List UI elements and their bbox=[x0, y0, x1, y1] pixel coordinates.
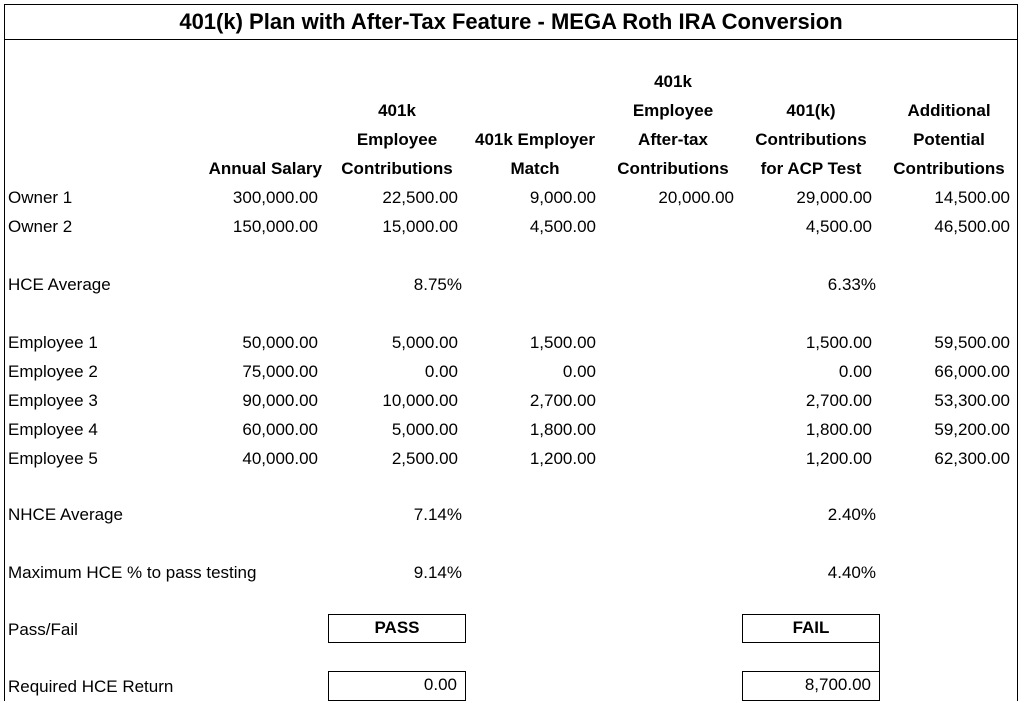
table-cell: 1,500.00 bbox=[805, 333, 872, 352]
table-cell: 40,000.00 bbox=[242, 449, 318, 468]
table-row bbox=[0, 415, 1024, 444]
table-cell: 10,000.00 bbox=[382, 391, 458, 410]
column-header-acp-test bbox=[742, 96, 880, 183]
table-cell: 15,000.00 bbox=[382, 217, 458, 236]
table-row bbox=[0, 386, 1024, 415]
table-cell bbox=[604, 386, 734, 415]
table-cell: 62,300.00 bbox=[934, 449, 1010, 468]
header-line: After-tax bbox=[638, 130, 708, 149]
nhce-acp-pct: 2.40% bbox=[827, 505, 876, 524]
row-label: Owner 1 bbox=[8, 188, 73, 207]
table-row bbox=[0, 328, 1024, 357]
header-line: 401k Employer bbox=[474, 130, 595, 149]
row-label: Employee 3 bbox=[8, 391, 98, 410]
header-line: 401(k) bbox=[786, 101, 836, 120]
row-label: Employee 5 bbox=[8, 449, 98, 468]
table-cell: 46,500.00 bbox=[934, 217, 1010, 236]
row-label: Owner 2 bbox=[8, 217, 73, 236]
column-header-employer-match bbox=[466, 125, 604, 183]
table-row bbox=[0, 212, 1024, 241]
table-cell: 90,000.00 bbox=[242, 391, 318, 410]
table-cell: 1,800.00 bbox=[529, 420, 596, 439]
header-line: Employee bbox=[356, 130, 438, 149]
table-cell: 5,000.00 bbox=[391, 420, 458, 439]
table-cell: 20,000.00 bbox=[658, 188, 734, 207]
employee-required-return-box: 0.00 bbox=[328, 671, 466, 701]
max-hce-acp-pct: 4.40% bbox=[827, 563, 876, 582]
header-line: Contributions bbox=[755, 130, 867, 149]
column-header-after-tax-contributions bbox=[604, 67, 742, 183]
row-label: Employee 2 bbox=[8, 362, 98, 381]
table-cell: 53,300.00 bbox=[934, 391, 1010, 410]
table-cell: 4,500.00 bbox=[529, 217, 596, 236]
table-cell: 50,000.00 bbox=[242, 333, 318, 352]
table-cell: 4,500.00 bbox=[805, 217, 872, 236]
row-label: Maximum HCE % to pass testing bbox=[8, 563, 257, 582]
table-cell: 150,000.00 bbox=[232, 217, 318, 236]
header-line: Contributions bbox=[617, 159, 729, 178]
row-label: HCE Average bbox=[8, 275, 111, 294]
table-cell: 2,500.00 bbox=[391, 449, 458, 468]
header-line: Match bbox=[510, 159, 560, 178]
header-line: 401k bbox=[654, 72, 692, 91]
table-cell bbox=[604, 357, 734, 386]
table-cell: 29,000.00 bbox=[796, 188, 872, 207]
nhce-average-row bbox=[0, 500, 1024, 529]
table-cell: 300,000.00 bbox=[232, 188, 318, 207]
nhce-employee-pct: 7.14% bbox=[413, 505, 462, 524]
table-row bbox=[0, 357, 1024, 386]
header-line: Employee bbox=[632, 101, 714, 120]
header-line: 401k bbox=[378, 101, 416, 120]
table-cell: 59,200.00 bbox=[934, 420, 1010, 439]
column-header-annual-salary bbox=[195, 154, 322, 183]
header-line: for ACP Test bbox=[760, 159, 862, 178]
table-cell: 66,000.00 bbox=[934, 362, 1010, 381]
table-cell: 14,500.00 bbox=[934, 188, 1010, 207]
table-cell: 59,500.00 bbox=[934, 333, 1010, 352]
row-label: Employee 4 bbox=[8, 420, 98, 439]
cell-border bbox=[879, 643, 880, 671]
table-cell: 1,200.00 bbox=[529, 449, 596, 468]
row-label: NHCE Average bbox=[8, 505, 123, 524]
max-hce-employee-pct: 9.14% bbox=[413, 563, 462, 582]
table-cell: 2,700.00 bbox=[805, 391, 872, 410]
hce-average-row bbox=[0, 270, 1024, 299]
column-header-employee-contributions bbox=[328, 96, 466, 183]
acp-required-return-box: 8,700.00 bbox=[742, 671, 880, 701]
table-cell bbox=[604, 212, 734, 241]
acp-pass-fail-box: FAIL bbox=[742, 614, 880, 643]
table-cell: 9,000.00 bbox=[529, 188, 596, 207]
table-cell bbox=[604, 328, 734, 357]
table-cell: 1,500.00 bbox=[529, 333, 596, 352]
table-cell bbox=[604, 444, 734, 473]
table-cell: 1,200.00 bbox=[805, 449, 872, 468]
header-line: Contributions bbox=[341, 159, 453, 178]
table-row bbox=[0, 183, 1024, 212]
hce-employee-pct: 8.75% bbox=[413, 275, 462, 294]
table-cell bbox=[604, 415, 734, 444]
table-cell: 5,000.00 bbox=[391, 333, 458, 352]
table-cell: 2,700.00 bbox=[529, 391, 596, 410]
header-line: Potential bbox=[913, 130, 985, 149]
page-title: 401(k) Plan with After-Tax Feature - MEGA Roth IRA Conversion bbox=[4, 4, 1018, 40]
max-hce-row bbox=[0, 558, 1024, 587]
header-line: Annual Salary bbox=[208, 159, 322, 178]
row-label: Required HCE Return bbox=[8, 677, 174, 696]
hce-acp-pct: 6.33% bbox=[827, 275, 876, 294]
table-cell: 75,000.00 bbox=[242, 362, 318, 381]
table-cell: 0.00 bbox=[838, 362, 872, 381]
table-cell: 1,800.00 bbox=[805, 420, 872, 439]
table-cell: 60,000.00 bbox=[242, 420, 318, 439]
header-line: Additional bbox=[907, 101, 991, 120]
column-header-additional-potential bbox=[880, 96, 1018, 183]
table-cell: 22,500.00 bbox=[382, 188, 458, 207]
table-row bbox=[0, 444, 1024, 473]
table-cell: 0.00 bbox=[562, 362, 596, 381]
row-label: Pass/Fail bbox=[8, 620, 78, 639]
employee-pass-fail-box: PASS bbox=[328, 614, 466, 643]
header-line: Contributions bbox=[893, 159, 1005, 178]
row-label: Employee 1 bbox=[8, 333, 98, 352]
table-cell: 0.00 bbox=[424, 362, 458, 381]
